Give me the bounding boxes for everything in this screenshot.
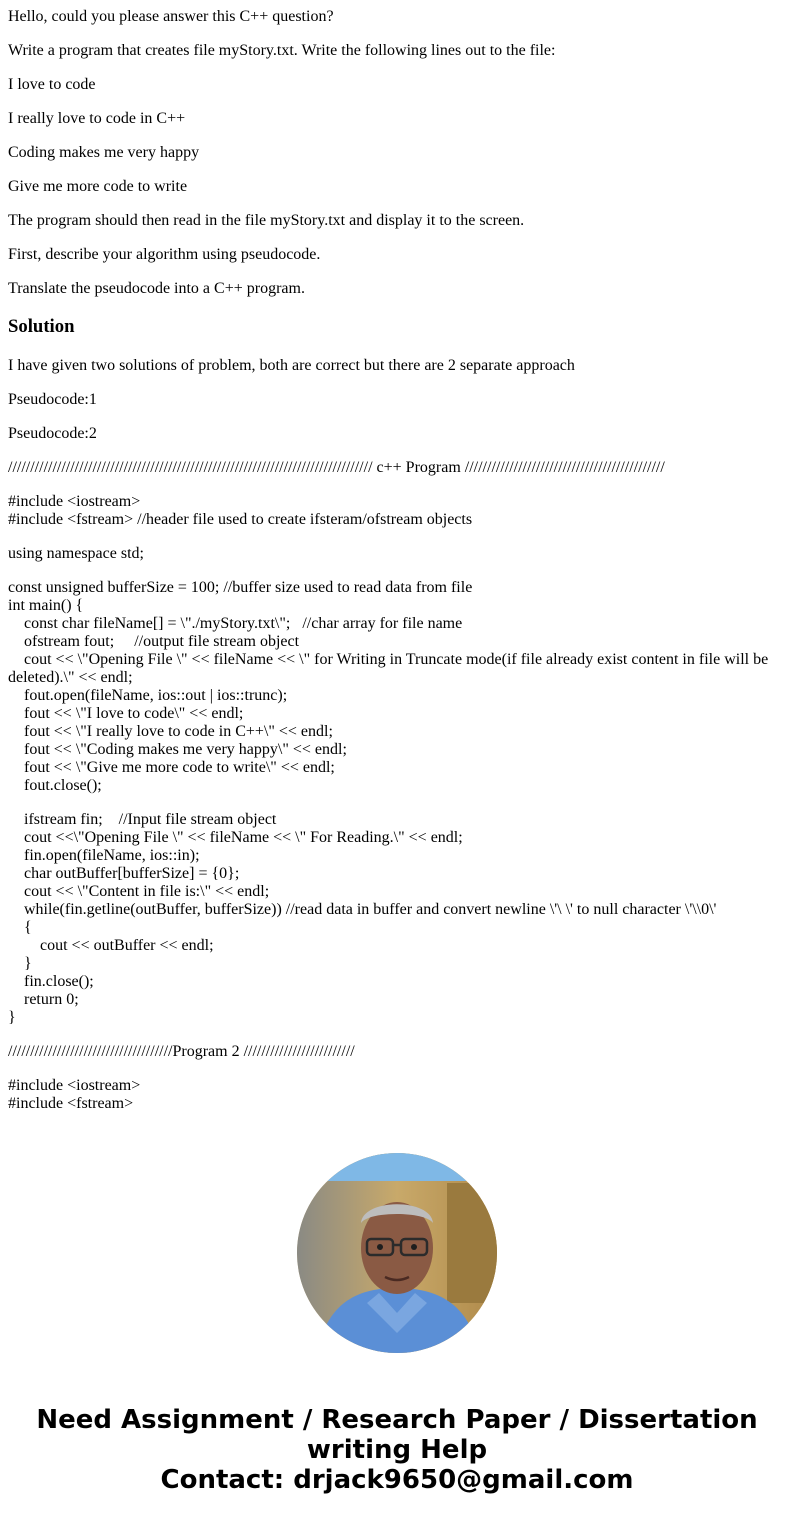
code-line: }	[8, 955, 32, 972]
question-task: Write a program that creates file myStory.txt. Write the following lines out to the file:	[8, 42, 556, 59]
code-line: deleted).\" << endl;	[8, 669, 133, 686]
code-line: #include <iostream>	[8, 493, 141, 510]
code-line: const unsigned bufferSize = 100; //buffer size used to read data from file	[8, 579, 473, 596]
code-line: char outBuffer[bufferSize] = {0};	[8, 865, 240, 882]
code-line: ofstream fout; //output file stream object	[8, 633, 300, 650]
pseudocode-1-label: Pseudocode:1	[8, 391, 97, 408]
code-line: return 0;	[8, 991, 79, 1008]
code-line: fout << \"Give me more code to write\" << endl;	[8, 759, 335, 776]
advert-contact: Contact: drjack9650@gmail.com	[160, 1465, 634, 1495]
code-line: const char fileName[] = \"./myStory.txt\"; //char array for file name	[8, 615, 463, 632]
code-line: using namespace std;	[8, 545, 144, 562]
pseudocode-instruction: First, describe your algorithm using pseudocode.	[8, 246, 321, 263]
story-line-4: Give me more code to write	[8, 178, 188, 195]
program-2-banner: /////////////////////////////////////Program 2 /////////////////////////	[8, 1043, 355, 1060]
pseudocode-2-label: Pseudocode:2	[8, 425, 97, 442]
code-line: while(fin.getline(outBuffer, bufferSize)) //read data in buffer and convert newline \'\ \' to null character \'\\0\'	[8, 901, 717, 918]
code-line: cout <<\"Opening File \" << fileName << \" For Reading.\" << endl;	[8, 829, 463, 846]
code-line: fout << \"I love to code\" << endl;	[8, 705, 244, 722]
code-line: cout << \"Opening File \" << fileName << \" for Writing in Truncate mode(if file already exist content in file will be	[8, 651, 769, 668]
code-line: #include <iostream>	[8, 1077, 141, 1094]
translate-instruction: Translate the pseudocode into a C++ program.	[8, 280, 305, 297]
code-line: #include <fstream>	[8, 1095, 134, 1112]
author-avatar	[297, 1153, 497, 1353]
story-line-1: I love to code	[8, 76, 96, 93]
code-line: }	[8, 1009, 16, 1026]
code-line: cout << outBuffer << endl;	[8, 937, 214, 954]
story-line-2: I really love to code in C++	[8, 110, 186, 127]
story-line-3: Coding makes me very happy	[8, 144, 200, 161]
solution-intro: I have given two solutions of problem, both are correct but there are 2 separate approach	[8, 357, 575, 374]
code-line: int main() {	[8, 597, 84, 614]
help-advert	[0, 1405, 794, 1495]
code-line: fout.close();	[8, 777, 102, 794]
solution-heading: Solution	[8, 316, 75, 337]
code-line: #include <fstream> //header file used to create ifsteram/ofstream objects	[8, 511, 473, 528]
read-instruction: The program should then read in the file myStory.txt and display it to the screen.	[8, 212, 525, 229]
code-line: fin.close();	[8, 973, 94, 990]
program-1-banner: ////////////////////////////////////////////////////////////////////////////////// c++ Program /////////////////////////////////////////////	[8, 459, 665, 476]
code-line: fout << \"I really love to code in C++\" << endl;	[8, 723, 333, 740]
author-portrait-icon	[297, 1153, 497, 1353]
question-intro: Hello, could you please answer this C++ question?	[8, 8, 334, 25]
code-line: {	[8, 919, 32, 936]
code-line: fout << \"Coding makes me very happy\" << endl;	[8, 741, 347, 758]
code-line: fout.open(fileName, ios::out | ios::trunc);	[8, 687, 288, 704]
code-line: ifstream fin; //Input file stream object	[8, 811, 277, 828]
code-line: cout << \"Content in file is:\" << endl;	[8, 883, 270, 900]
advert-line-2: writing Help	[306, 1435, 488, 1465]
code-line: fin.open(fileName, ios::in);	[8, 847, 200, 864]
advert-line-1: Need Assignment / Research Paper / Dissertation	[36, 1405, 758, 1435]
